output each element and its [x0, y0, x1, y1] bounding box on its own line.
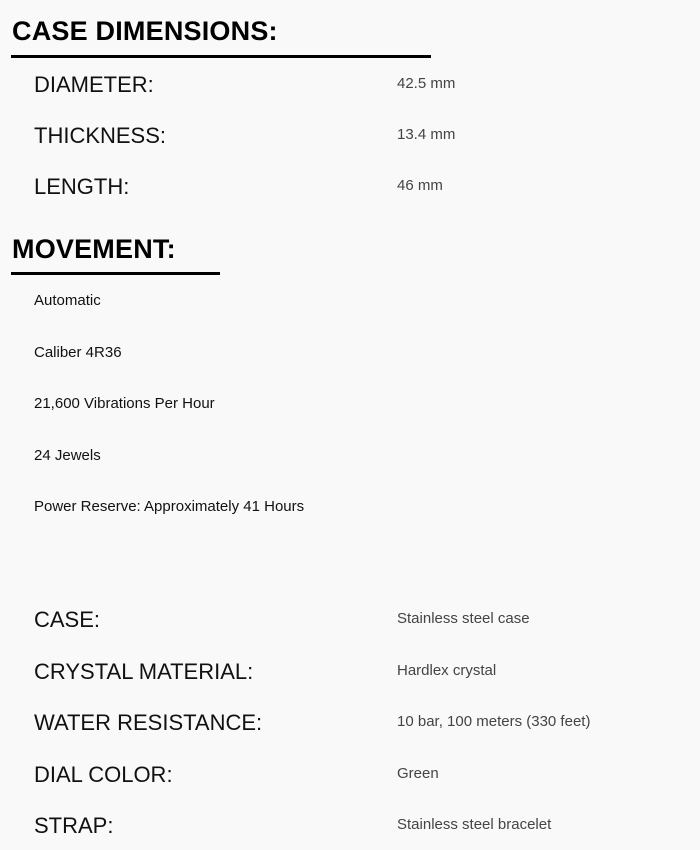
case-dimensions-heading: CASE DIMENSIONS:: [12, 16, 278, 46]
movement-item-vibrations: 21,600 Vibrations Per Hour: [34, 395, 215, 412]
movement-item-automatic: Automatic: [34, 292, 101, 309]
case-dimensions-underline: [11, 55, 431, 58]
diameter-label: DIAMETER:: [34, 72, 154, 97]
movement-underline: [11, 272, 220, 275]
crystal-material-value: Hardlex crystal: [397, 662, 497, 679]
diameter-value: 42.5 mm: [397, 75, 456, 92]
dial-color-value: Green: [397, 765, 439, 782]
movement-heading: MOVEMENT:: [12, 234, 176, 264]
length-label: LENGTH:: [34, 174, 130, 199]
movement-item-power-reserve: Power Reserve: Approximately 41 Hours: [34, 498, 305, 515]
strap-value: Stainless steel bracelet: [397, 816, 552, 833]
dial-color-label: DIAL COLOR:: [34, 762, 173, 787]
crystal-material-label: CRYSTAL MATERIAL:: [34, 659, 254, 684]
case-label: CASE:: [34, 607, 101, 632]
thickness-label: THICKNESS:: [34, 123, 167, 148]
water-resistance-label: WATER RESISTANCE:: [34, 710, 263, 735]
movement-item-caliber: Caliber 4R36: [34, 344, 122, 361]
thickness-value: 13.4 mm: [397, 126, 456, 143]
strap-label: STRAP:: [34, 813, 114, 838]
case-value: Stainless steel case: [397, 610, 530, 627]
water-resistance-value: 10 bar, 100 meters (330 feet): [397, 713, 591, 730]
length-value: 46 mm: [397, 177, 443, 194]
movement-item-jewels: 24 Jewels: [34, 447, 101, 464]
